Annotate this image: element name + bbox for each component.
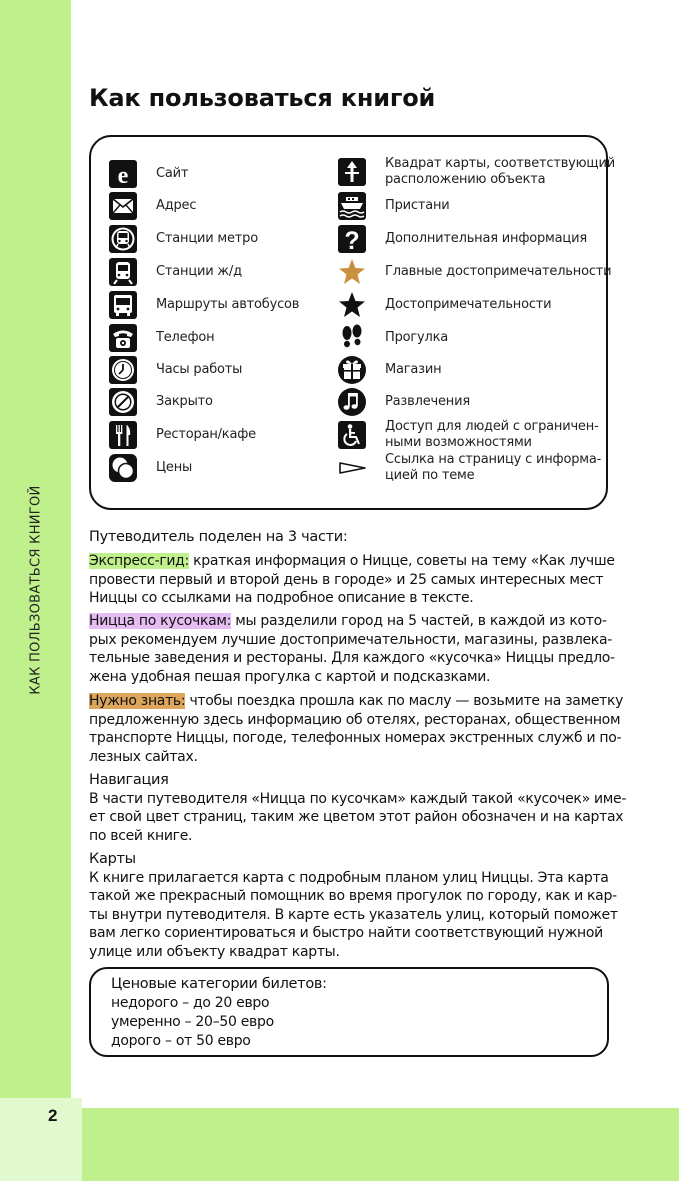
bus-icon bbox=[108, 290, 138, 320]
nice-pieces-paragraph: Ницца по кусочкам: мы разделили город на 5 частей, в каждой из кото- рых рекомендуем лучшие достопримечательности, магазины, развлека- тельные заведения и рестораны. Для каждого «кусочка» Ниццы предло- жена удобная пешая прогулка с картой и подсказками. bbox=[89, 613, 615, 685]
question-icon bbox=[337, 224, 367, 254]
page-number-box bbox=[0, 1098, 82, 1181]
navigation-section: Навигация В части путеводителя «Ницца по кусочкам» каждый такой «кусочек» име- ет свой цвет страниц, таким же цветом этот район обозначен и на картах по всей книге. bbox=[89, 772, 627, 844]
svg-text:e: e bbox=[117, 163, 129, 189]
svg-text:?: ? bbox=[344, 227, 360, 254]
price-categories-heading: Ценовые категории билетов: bbox=[111, 976, 327, 992]
need-to-know-label: Нужно знать: bbox=[89, 693, 186, 709]
page-title: Как пользоваться книгой bbox=[89, 84, 436, 112]
envelope-icon bbox=[108, 191, 138, 221]
map-square-icon bbox=[337, 157, 367, 187]
metro-icon bbox=[108, 224, 138, 254]
black-star-icon bbox=[337, 290, 367, 320]
price-categories-box bbox=[89, 967, 609, 1057]
express-guide-label: Экспресс-гид: bbox=[89, 553, 189, 569]
train-icon bbox=[108, 257, 138, 287]
restaurant-icon bbox=[108, 420, 138, 450]
pier-icon bbox=[337, 191, 367, 221]
need-to-know-paragraph: Нужно знать: чтобы поездка прошла как по маслу — возьмите на заметку предложенную здесь информацию об отелях, ресторанах, общественном транспорте Ниццы, погоде, телефонных номерах экстренных служб и по- лезных сайтах. bbox=[89, 693, 624, 765]
page-number: 2 bbox=[48, 1106, 58, 1125]
maps-section: Карты К книге прилагается карта с подробным планом улиц Ниццы. Эта карта такой же прекрасный помощник во время прогулок по городу, как и кар- ты внутри путеводителя. В карте есть указатель улиц, который поможет вам легко сориентироваться и быстро найти соответствующий нужной улице или объекту квадрат карты. bbox=[89, 851, 618, 960]
closed-icon bbox=[108, 387, 138, 417]
icon-legend: e Сайт Адрес Станции метро Станции ж/д Маршруты автобусов Телефон Часы работы Закрыто Ресторан/кафе Цены Квадрат карты, соответствующий расположению объекта Пристани ? Дополнительная информация Главные достопримечательности Достопримечательности Прогулка Магазин Развлечения Доступ для людей с ограничен- ными возможностями Ссылка на страницу с информа- цией по теме bbox=[89, 135, 608, 510]
express-guide-paragraph: Экспресс-гид: краткая информация о Ницце, советы на тему «Как лучше провести первый и второй день в городе» и 25 самых интересных мест Ниццы со ссылками на подробное описание в тексте. bbox=[89, 553, 615, 606]
website-icon bbox=[108, 159, 138, 189]
price-expensive: дорого – от 50 евро bbox=[111, 1033, 251, 1049]
navigation-heading: Навигация bbox=[89, 772, 169, 788]
price-cheap: недорого – до 20 евро bbox=[111, 995, 270, 1011]
gold-star-icon bbox=[337, 257, 367, 287]
maps-heading: Карты bbox=[89, 851, 136, 867]
section-label-text: КАК ПОЛЬЗОВАТЬСЯ КНИГОЙ bbox=[28, 485, 44, 695]
nice-pieces-label: Ницца по кусочкам: bbox=[89, 613, 232, 629]
prices-icon bbox=[108, 453, 138, 483]
wheelchair-icon bbox=[337, 420, 367, 450]
page-link-icon bbox=[337, 453, 367, 483]
clock-icon bbox=[108, 355, 138, 385]
music-icon bbox=[337, 387, 367, 417]
price-moderate: умеренно – 20–50 евро bbox=[111, 1014, 274, 1030]
telephone-icon bbox=[108, 323, 138, 353]
intro-paragraph: Путеводитель поделен на 3 части: bbox=[89, 529, 348, 545]
footprints-icon bbox=[337, 323, 367, 353]
bottom-bar bbox=[82, 1108, 679, 1181]
gift-icon bbox=[337, 355, 367, 385]
